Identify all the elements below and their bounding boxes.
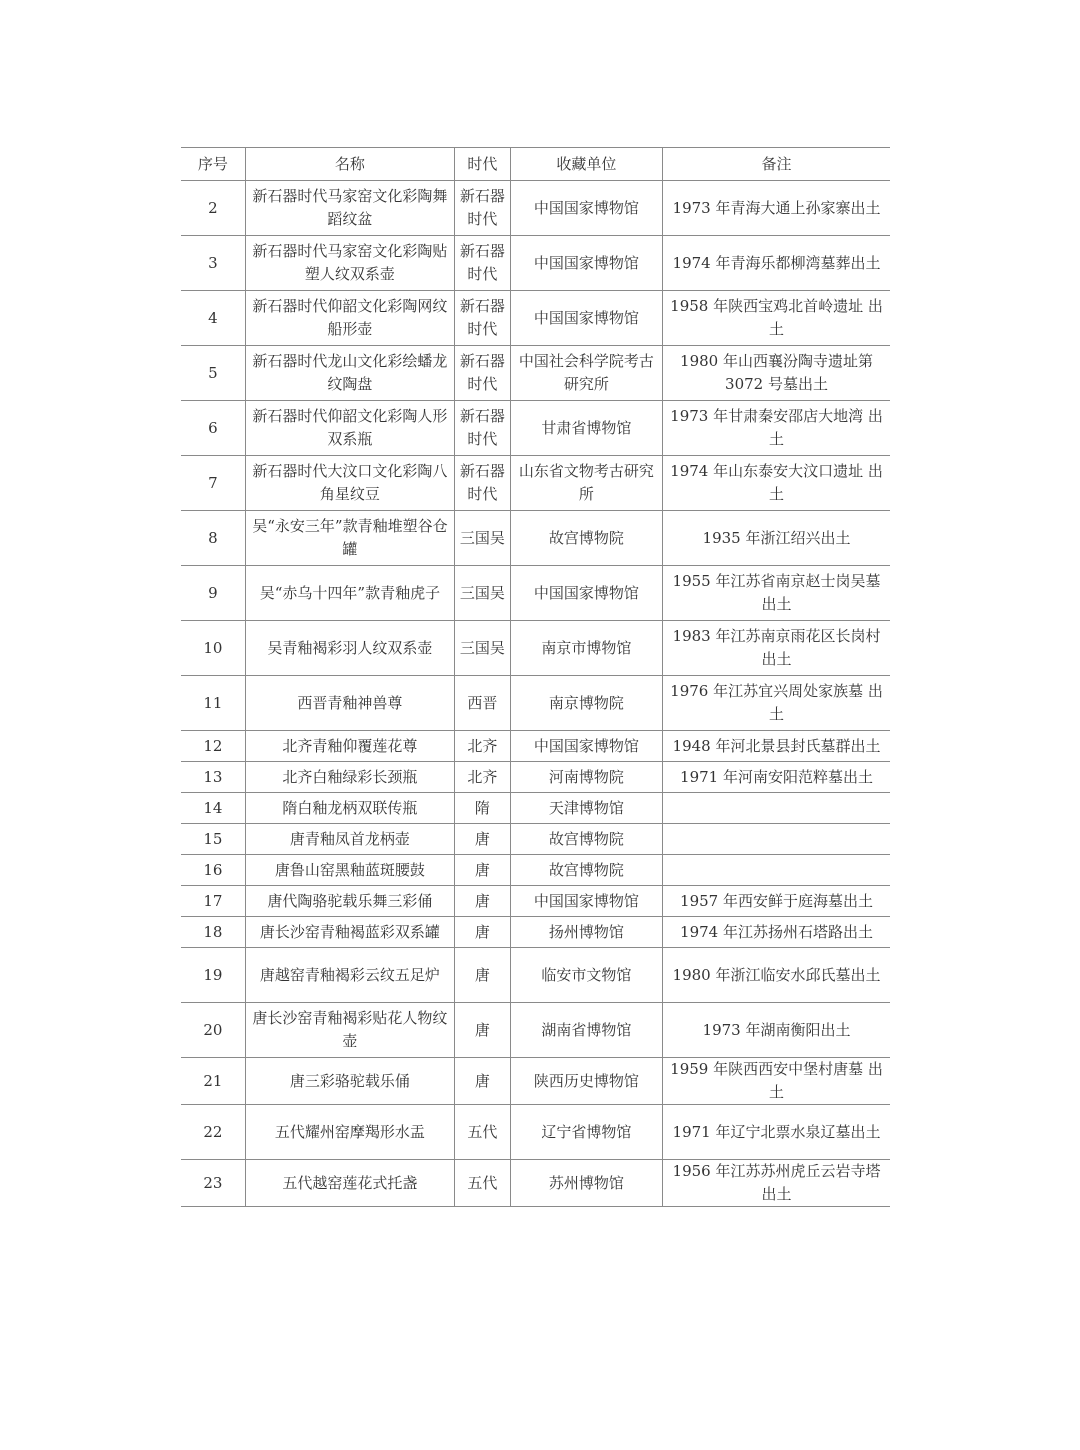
- cell-note: 1955 年江苏省南京赵士岗吴墓 出土: [663, 566, 890, 621]
- table-row: [181, 1160, 890, 1207]
- cell-no: 13: [181, 762, 245, 793]
- cell-no: 15: [181, 824, 245, 855]
- cell-no: 10: [181, 621, 245, 676]
- cell-no: 7: [181, 456, 245, 511]
- cell-era: 唐: [455, 824, 511, 855]
- cell-no: 9: [181, 566, 245, 621]
- cell-era: 北齐: [455, 762, 511, 793]
- cell-note: 1973 年湖南衡阳出土: [663, 1003, 890, 1058]
- cell-collection: 中国社会科学院考古研究所: [510, 346, 662, 401]
- header-collection: 收藏单位: [510, 148, 662, 181]
- cell-collection: 扬州博物馆: [510, 917, 662, 948]
- cell-note: 1983 年江苏南京雨花区长岗村 出土: [663, 621, 890, 676]
- cell-era: 唐: [455, 855, 511, 886]
- cell-collection: 苏州博物馆: [510, 1160, 662, 1207]
- header-era: 时代: [455, 148, 511, 181]
- cell-note: [663, 793, 890, 824]
- cell-note: 1980 年浙江临安水邱氏墓出土: [663, 948, 890, 1003]
- cell-name: 唐代陶骆驼载乐舞三彩俑: [245, 886, 454, 917]
- cell-name: 西晋青釉神兽尊: [245, 676, 454, 731]
- cell-collection: 河南博物院: [510, 762, 662, 793]
- cell-era: 唐: [455, 1058, 511, 1105]
- cell-name: 唐青釉凤首龙柄壶: [245, 824, 454, 855]
- cell-collection: 故宫博物院: [510, 511, 662, 566]
- cell-collection: 湖南省博物馆: [510, 1003, 662, 1058]
- cell-era: 唐: [455, 948, 511, 1003]
- cell-collection: 甘肃省博物馆: [510, 401, 662, 456]
- cell-note: 1959 年陕西西安中堡村唐墓 出土: [663, 1058, 890, 1105]
- cell-era: 五代: [455, 1105, 511, 1160]
- cell-no: 22: [181, 1105, 245, 1160]
- cell-note: 1958 年陕西宝鸡北首岭遗址 出土: [663, 291, 890, 346]
- cell-era: 新石器时代: [455, 346, 511, 401]
- cell-no: 19: [181, 948, 245, 1003]
- cell-era: 新石器时代: [455, 181, 511, 236]
- cell-note: 1935 年浙江绍兴出土: [663, 511, 890, 566]
- header-name: 名称: [245, 148, 454, 181]
- table-row: [181, 1105, 890, 1160]
- table-row: [181, 886, 890, 917]
- cell-collection: 中国国家博物馆: [510, 731, 662, 762]
- relic-table: [181, 147, 890, 1207]
- cell-note: 1973 年青海大通上孙家寨出土: [663, 181, 890, 236]
- cell-note: [663, 855, 890, 886]
- cell-era: 新石器时代: [455, 236, 511, 291]
- cell-era: 西晋: [455, 676, 511, 731]
- table-row: [181, 1003, 890, 1058]
- cell-era: 唐: [455, 1003, 511, 1058]
- cell-collection: 中国国家博物馆: [510, 886, 662, 917]
- cell-note: 1976 年江苏宜兴周处家族墓 出土: [663, 676, 890, 731]
- cell-collection: 中国国家博物馆: [510, 566, 662, 621]
- cell-era: 三国吴: [455, 566, 511, 621]
- cell-name: 唐越窑青釉褐彩云纹五足炉: [245, 948, 454, 1003]
- cell-no: 6: [181, 401, 245, 456]
- cell-no: 21: [181, 1058, 245, 1105]
- cell-name: 新石器时代龙山文化彩绘蟠龙纹陶盘: [245, 346, 454, 401]
- cell-collection: 临安市文物馆: [510, 948, 662, 1003]
- cell-note: 1957 年西安鲜于庭海墓出土: [663, 886, 890, 917]
- table-row: [181, 731, 890, 762]
- cell-name: 隋白釉龙柄双联传瓶: [245, 793, 454, 824]
- cell-era: 唐: [455, 886, 511, 917]
- cell-name: 新石器时代仰韶文化彩陶人形双系瓶: [245, 401, 454, 456]
- cell-no: 12: [181, 731, 245, 762]
- cell-no: 18: [181, 917, 245, 948]
- cell-name: 吴“赤乌十四年”款青釉虎子: [245, 566, 454, 621]
- cell-note: 1956 年江苏苏州虎丘云岩寺塔 出土: [663, 1160, 890, 1207]
- cell-note: 1971 年辽宁北票水泉辽墓出土: [663, 1105, 890, 1160]
- cell-name: 新石器时代马家窑文化彩陶贴塑人纹双系壶: [245, 236, 454, 291]
- cell-note: 1973 年甘肃秦安邵店大地湾 出土: [663, 401, 890, 456]
- cell-collection: 陕西历史博物馆: [510, 1058, 662, 1105]
- table-row: [181, 855, 890, 886]
- cell-name: 新石器时代马家窑文化彩陶舞蹈纹盆: [245, 181, 454, 236]
- cell-name: 新石器时代大汶口文化彩陶八角星纹豆: [245, 456, 454, 511]
- table-row: [181, 917, 890, 948]
- table-row: [181, 1058, 890, 1105]
- cell-era: 北齐: [455, 731, 511, 762]
- cell-no: 5: [181, 346, 245, 401]
- cell-collection: 中国国家博物馆: [510, 181, 662, 236]
- cell-era: 三国吴: [455, 511, 511, 566]
- cell-no: 23: [181, 1160, 245, 1207]
- cell-collection: 故宫博物院: [510, 824, 662, 855]
- table-header: [181, 148, 890, 181]
- table-body: [181, 181, 890, 1207]
- cell-no: 14: [181, 793, 245, 824]
- cell-name: 北齐白釉绿彩长颈瓶: [245, 762, 454, 793]
- table-row: [181, 676, 890, 731]
- cell-name: 吴“永安三年”款青釉堆塑谷仓罐: [245, 511, 454, 566]
- cell-no: 11: [181, 676, 245, 731]
- cell-era: 新石器时代: [455, 291, 511, 346]
- table-row: [181, 793, 890, 824]
- cell-name: 唐鲁山窑黑釉蓝斑腰鼓: [245, 855, 454, 886]
- cell-note: 1980 年山西襄汾陶寺遗址第3072 号墓出土: [663, 346, 890, 401]
- cell-name: 唐长沙窑青釉褐彩贴花人物纹壶: [245, 1003, 454, 1058]
- cell-collection: 中国国家博物馆: [510, 291, 662, 346]
- cell-note: 1974 年青海乐都柳湾墓葬出土: [663, 236, 890, 291]
- cell-no: 4: [181, 291, 245, 346]
- cell-name: 唐长沙窑青釉褐蓝彩双系罐: [245, 917, 454, 948]
- cell-name: 五代耀州窑摩羯形水盂: [245, 1105, 454, 1160]
- cell-no: 17: [181, 886, 245, 917]
- cell-name: 北齐青釉仰覆莲花尊: [245, 731, 454, 762]
- table-row: [181, 762, 890, 793]
- cell-no: 3: [181, 236, 245, 291]
- cell-collection: 故宫博物院: [510, 855, 662, 886]
- table-row: [181, 824, 890, 855]
- cell-collection: 中国国家博物馆: [510, 236, 662, 291]
- table-row: [181, 621, 890, 676]
- cell-name: 新石器时代仰韶文化彩陶网纹船形壶: [245, 291, 454, 346]
- header-row: [181, 148, 890, 181]
- table-row: [181, 401, 890, 456]
- cell-collection: 南京市博物馆: [510, 621, 662, 676]
- cell-no: 8: [181, 511, 245, 566]
- cell-name: 唐三彩骆驼载乐俑: [245, 1058, 454, 1105]
- cell-collection: 天津博物馆: [510, 793, 662, 824]
- cell-note: 1974 年江苏扬州石塔路出土: [663, 917, 890, 948]
- cell-note: 1974 年山东泰安大汶口遗址 出土: [663, 456, 890, 511]
- cell-collection: 南京博物院: [510, 676, 662, 731]
- cell-name: 吴青釉褐彩羽人纹双系壶: [245, 621, 454, 676]
- cell-note: 1971 年河南安阳范粹墓出土: [663, 762, 890, 793]
- cell-collection: 辽宁省博物馆: [510, 1105, 662, 1160]
- cell-no: 20: [181, 1003, 245, 1058]
- table-row: [181, 948, 890, 1003]
- table-row: [181, 346, 890, 401]
- cell-note: [663, 824, 890, 855]
- table-row: [181, 181, 890, 236]
- header-no: 序号: [181, 148, 245, 181]
- table-row: [181, 291, 890, 346]
- cell-era: 三国吴: [455, 621, 511, 676]
- table-row: [181, 236, 890, 291]
- cell-no: 2: [181, 181, 245, 236]
- cell-note: 1948 年河北景县封氏墓群出土: [663, 731, 890, 762]
- table-row: [181, 566, 890, 621]
- cell-era: 唐: [455, 917, 511, 948]
- table-row: [181, 511, 890, 566]
- cell-era: 新石器时代: [455, 401, 511, 456]
- cell-era: 五代: [455, 1160, 511, 1207]
- cell-name: 五代越窑莲花式托盏: [245, 1160, 454, 1207]
- cell-collection: 山东省文物考古研究所: [510, 456, 662, 511]
- cell-no: 16: [181, 855, 245, 886]
- cell-era: 新石器时代: [455, 456, 511, 511]
- cell-era: 隋: [455, 793, 511, 824]
- table-row: [181, 456, 890, 511]
- header-note: 备注: [663, 148, 890, 181]
